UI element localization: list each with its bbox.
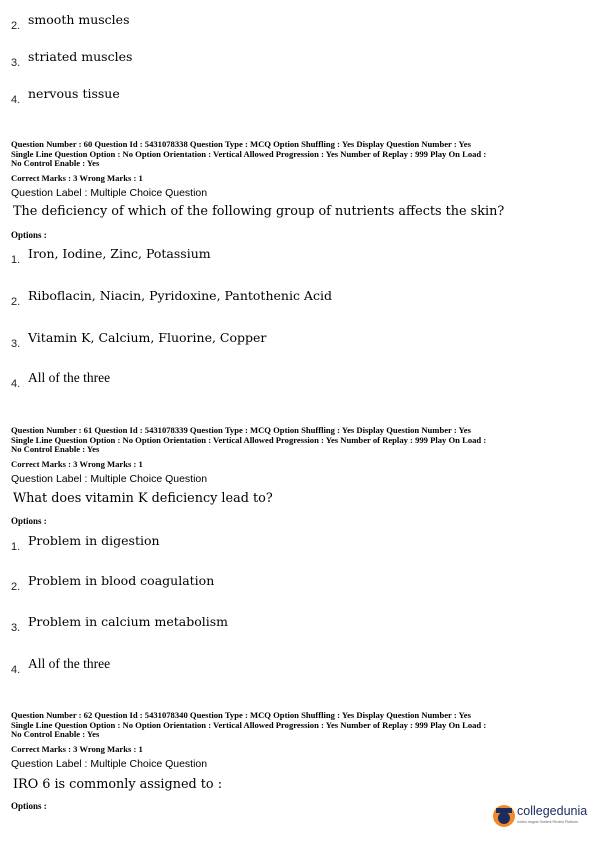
question-text: What does vitamin K deficiency lead to?	[13, 491, 273, 506]
question-meta	[11, 140, 586, 169]
collegedunia-logo[interactable]	[493, 803, 593, 835]
question-label: Question Label : Multiple Choice Question	[11, 758, 208, 770]
option-text: nervous tissue	[28, 86, 120, 101]
meta-line: Single Line Question Option : No Option Orientation : Vertical Allowed Progression : Yes Number of Replay : 999 Play On Load :	[11, 148, 487, 159]
option-number: 4.	[11, 664, 21, 676]
meta-line: Single Line Question Option : No Option Orientation : Vertical Allowed Progression : Yes Number of Replay : 999 Play On Load :	[11, 719, 487, 730]
options-label: Options :	[11, 230, 47, 240]
meta-line: Question Number : 60 Question Id : 5431078338 Question Type : MCQ Option Shuffling : Yes Display Question Number : Yes	[11, 139, 471, 149]
option-text: All of the three	[28, 656, 111, 671]
question-text: The deficiency of which of the following group of nutrients affects the skin?	[13, 204, 505, 219]
meta-line: Question Number : 62 Question Id : 5431078340 Question Type : MCQ Option Shuffling : Yes Display Question Number : Yes	[11, 710, 471, 720]
option-number: 2.	[11, 296, 21, 308]
option-number: 2.	[11, 20, 21, 32]
option-text: Problem in digestion	[28, 533, 160, 548]
option-text: All of the three	[28, 370, 111, 385]
question-text: IRO 6 is commonly assigned to :	[13, 777, 223, 792]
logo-tagline: India's largest Student Review Platform	[517, 820, 578, 824]
meta-line: No Control Enable : Yes	[11, 729, 100, 740]
option-number: 4.	[11, 378, 21, 390]
option-text: Riboflacin, Niacin, Pyridoxine, Pantothenic Acid	[28, 288, 332, 303]
options-label: Options :	[11, 516, 47, 526]
option-number: 4.	[11, 94, 21, 106]
meta-line: Question Number : 61 Question Id : 5431078339 Question Type : MCQ Option Shuffling : Yes Display Question Number : Yes	[11, 425, 471, 435]
question-meta	[11, 711, 586, 740]
option-text: Problem in calcium metabolism	[28, 614, 228, 629]
marks-line: Correct Marks : 3 Wrong Marks : 1	[11, 459, 143, 469]
option-text: smooth muscles	[28, 12, 130, 27]
question-meta	[11, 426, 586, 455]
option-text: Problem in blood coagulation	[28, 573, 215, 588]
meta-line: No Control Enable : Yes	[11, 444, 100, 455]
option-text: Vitamin K, Calcium, Fluorine, Copper	[28, 330, 267, 345]
question-label: Question Label : Multiple Choice Question	[11, 187, 208, 199]
options-label: Options :	[11, 801, 47, 811]
option-number: 1.	[11, 541, 21, 553]
marks-line: Correct Marks : 3 Wrong Marks : 1	[11, 173, 143, 183]
meta-line: No Control Enable : Yes	[11, 158, 100, 169]
logo-brand: collegedunia	[517, 804, 588, 818]
option-number: 3.	[11, 338, 21, 350]
option-number: 2.	[11, 581, 21, 593]
meta-line: Single Line Question Option : No Option Orientation : Vertical Allowed Progression : Yes Number of Replay : 999 Play On Load :	[11, 434, 487, 445]
marks-line: Correct Marks : 3 Wrong Marks : 1	[11, 744, 143, 754]
question-label: Question Label : Multiple Choice Question	[11, 473, 208, 485]
option-text: Iron, Iodine, Zinc, Potassium	[28, 246, 211, 261]
option-number: 3.	[11, 57, 21, 69]
option-number: 3.	[11, 622, 21, 634]
option-number: 1.	[11, 254, 21, 266]
option-text: striated muscles	[28, 49, 133, 64]
graduate-cap-icon	[493, 805, 515, 827]
